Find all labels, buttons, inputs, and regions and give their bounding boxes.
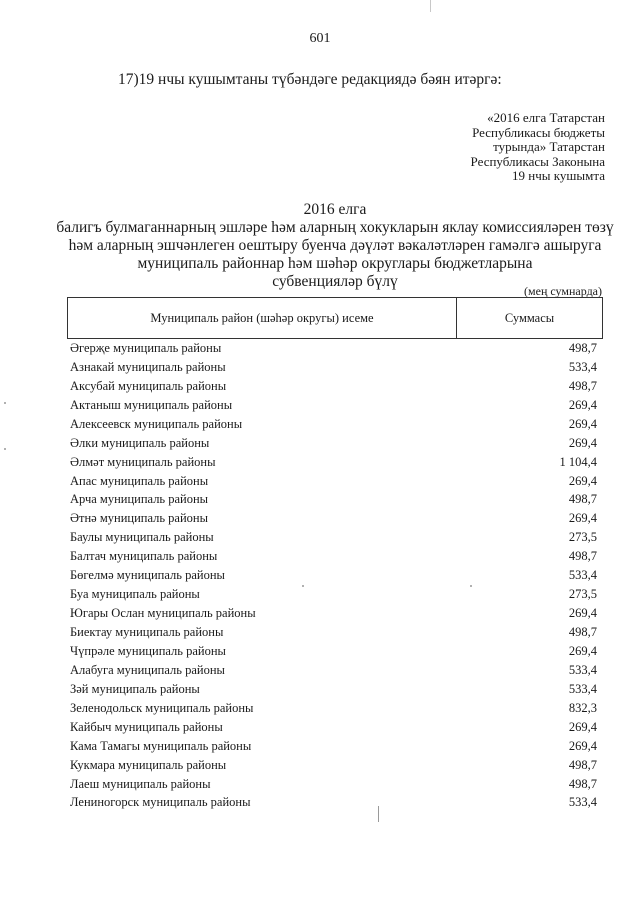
- page-number: 601: [309, 31, 331, 46]
- table-row: [70, 358, 597, 377]
- scan-artifact: [378, 806, 379, 822]
- district-name: Кама Тамагы муниципаль районы: [70, 738, 252, 753]
- district-sum: 269,4: [568, 643, 597, 658]
- title-line: субвенцияләр бүлү: [272, 273, 398, 290]
- table-row: [70, 509, 597, 528]
- district-sum: 269,4: [568, 435, 597, 450]
- district-name: Алексеевск муниципаль районы: [70, 416, 243, 431]
- district-sum: 1 104,4: [559, 454, 597, 469]
- district-sum: 269,4: [568, 397, 597, 412]
- table-row: [70, 566, 597, 585]
- table-row: [70, 491, 597, 510]
- district-name: Чүпрәле муниципаль районы: [70, 643, 226, 658]
- district-name: Югары Ослан муниципаль районы: [70, 606, 256, 621]
- addendum-line: 19 нчы кушымта: [512, 168, 605, 184]
- district-sum: 269,4: [568, 511, 597, 526]
- district-name: Кайбыч муниципаль районы: [70, 719, 223, 734]
- district-sum: 498,7: [568, 776, 597, 791]
- district-name: Азнакай муниципаль районы: [70, 359, 226, 374]
- district-sum: 498,7: [568, 340, 597, 355]
- district-sum: 498,7: [568, 492, 597, 507]
- district-sum: 533,4: [568, 359, 597, 374]
- table-row: [70, 642, 597, 661]
- title-line: һәм аларның эшчәнлеген оештыру буенча дәүләт вәкаләтләрен гамәлгә ашыруга: [68, 237, 602, 254]
- scan-artifact: [4, 448, 6, 450]
- district-sum: 269,4: [568, 606, 597, 621]
- district-name: Лаеш муниципаль районы: [70, 776, 211, 791]
- district-name: Зәй муниципаль районы: [70, 681, 200, 696]
- table-row: [70, 453, 597, 472]
- district-name: Әлки муниципаль районы: [70, 435, 210, 450]
- table-row: [70, 434, 597, 453]
- district-name: Алабуга муниципаль районы: [70, 662, 225, 677]
- table-row: [70, 794, 597, 813]
- district-sum: 269,4: [568, 738, 597, 753]
- district-sum: 533,4: [568, 681, 597, 696]
- district-sum: 533,4: [568, 662, 597, 677]
- district-name: Бөгелмә муниципаль районы: [70, 568, 225, 583]
- table-row: [70, 528, 597, 547]
- district-sum: 498,7: [568, 757, 597, 772]
- district-sum: 269,4: [568, 473, 597, 488]
- district-name: Әтнә муниципаль районы: [70, 511, 209, 526]
- district-name: Арча муниципаль районы: [70, 492, 209, 507]
- document-title: [40, 201, 630, 291]
- title-line: муниципаль районнар һәм шәһәр округлары бюджетларына: [137, 255, 533, 272]
- title-line: балигъ булмаганнарның эшләре һәм аларның хокукларын яклау комиссияләрен төзү: [56, 219, 614, 236]
- district-name: Әлмәт муниципаль районы: [70, 454, 216, 469]
- table-row: [70, 756, 597, 775]
- table-body: [70, 339, 597, 812]
- district-name: Буа муниципаль районы: [70, 587, 200, 602]
- district-name: Апас муниципаль районы: [70, 473, 209, 488]
- district-name: Зеленодольск муниципаль районы: [70, 700, 254, 715]
- table-row: [70, 585, 597, 604]
- scan-artifact: [470, 585, 472, 587]
- table-row: [70, 339, 597, 358]
- district-name: Әгерҗе муниципаль районы: [70, 340, 222, 355]
- district-name: Кукмара муниципаль районы: [70, 757, 227, 772]
- addendum-reference: [471, 111, 605, 184]
- scan-artifact: [302, 585, 304, 587]
- district-sum: 533,4: [568, 568, 597, 583]
- addendum-line: Республикасы бюджеты: [472, 124, 605, 140]
- district-sum: 533,4: [568, 795, 597, 810]
- district-sum: 269,4: [568, 416, 597, 431]
- table-row: [70, 472, 597, 491]
- district-sum: 498,7: [568, 378, 597, 393]
- district-sum: 273,5: [568, 587, 597, 602]
- units-label: (мең сумнарда): [524, 284, 602, 298]
- instruction-text: 17)19 нчы кушымтаны түбәндәге редакциядә бәян итәргә:: [118, 71, 502, 88]
- district-sum: 269,4: [568, 719, 597, 734]
- column-header-sum: Суммасы: [504, 310, 555, 325]
- district-name: Балтач муниципаль районы: [70, 549, 218, 564]
- district-sum: 498,7: [568, 625, 597, 640]
- district-name: Баулы муниципаль районы: [70, 530, 214, 545]
- addendum-line: турында» Татарстан: [493, 139, 605, 155]
- table-row: [70, 377, 597, 396]
- table-row: [70, 718, 597, 737]
- district-name: Лениногорск муниципаль районы: [70, 795, 251, 810]
- table-row: [70, 699, 597, 718]
- addendum-line: Республикасы Законына: [470, 153, 605, 169]
- table-row: [70, 775, 597, 794]
- district-name: Аксубай муниципаль районы: [70, 378, 227, 393]
- district-sum: 273,5: [568, 530, 597, 545]
- table-row: [70, 604, 597, 623]
- table-header: [67, 297, 603, 339]
- table-row: [70, 547, 597, 566]
- district-sum: 498,7: [568, 549, 597, 564]
- district-name: Актаныш муниципаль районы: [70, 397, 233, 412]
- district-sum: 832,3: [568, 700, 597, 715]
- district-name: Биектау муниципаль районы: [70, 625, 224, 640]
- scan-artifact: [4, 402, 6, 404]
- table-row: [70, 737, 597, 756]
- scan-artifact: [430, 0, 431, 12]
- table-row: [70, 623, 597, 642]
- table-row: [70, 396, 597, 415]
- column-header-name: Муниципаль район (шәһәр округы) исеме: [68, 298, 457, 338]
- table-row: [70, 680, 597, 699]
- addendum-line: «2016 елга Татарстан: [487, 110, 605, 125]
- table-row: [70, 661, 597, 680]
- table-row: [70, 415, 597, 434]
- title-year: 2016 елга: [303, 201, 367, 218]
